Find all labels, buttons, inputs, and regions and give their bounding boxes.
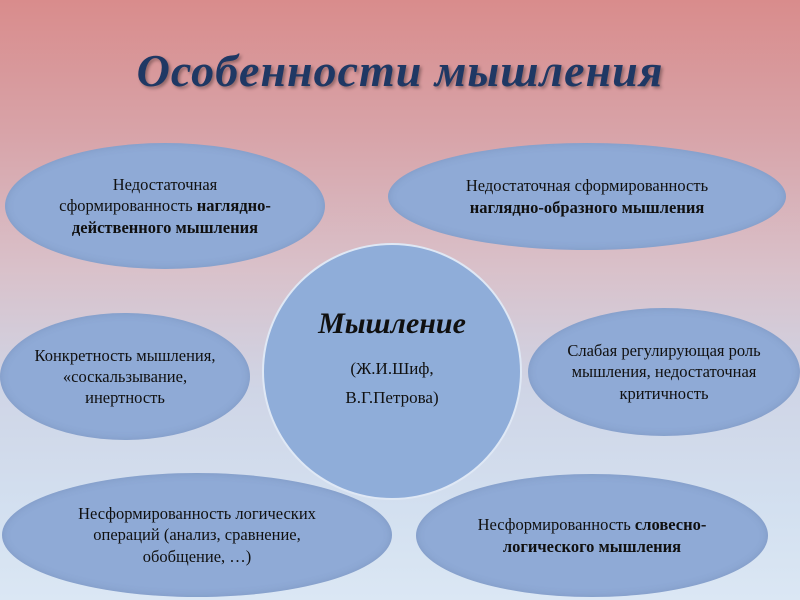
feature-oval-weak-regulation — [528, 308, 800, 436]
oval-text-line: наглядно-образного мышления — [469, 197, 705, 217]
oval-text-line: мышления, недостаточная — [571, 362, 757, 382]
oval-text-line: Недостаточная сформированность — [465, 176, 709, 196]
oval-text-line: Недостаточная — [112, 175, 218, 195]
oval-text-bold: наглядно- — [196, 196, 271, 216]
feature-oval-visual-action-thinking — [5, 143, 325, 269]
feature-oval-logical-operations — [2, 473, 392, 597]
oval-text-line: действенного мышления — [71, 217, 259, 237]
central-circle-thinking — [262, 243, 522, 500]
oval-text-line — [59, 195, 271, 216]
feature-oval-verbal-logical-thinking — [416, 474, 768, 597]
central-author-line: В.Г.Петрова) — [345, 387, 439, 407]
central-heading: Мышление — [318, 307, 466, 341]
central-author-line: (Ж.И.Шиф, — [350, 359, 434, 379]
oval-text-line: операций (анализ, сравнение, — [93, 525, 301, 545]
oval-text-line: критичность — [619, 383, 709, 403]
oval-text-line: Слабая регулирующая роль — [567, 341, 761, 361]
oval-text-line: логического мышления — [502, 536, 682, 556]
oval-text-plain: Несформированность — [477, 515, 635, 535]
oval-text-bold: словесно- — [634, 515, 707, 535]
oval-text-line: Конкретность мышления, — [34, 345, 216, 365]
oval-text-line: инертность — [85, 388, 165, 408]
oval-text-plain: сформированность — [59, 196, 197, 216]
oval-text-line: Несформированность логических — [78, 504, 316, 524]
page-title: Особенности мышления — [136, 45, 664, 96]
oval-text-line: «соскальзывание, — [62, 366, 188, 386]
feature-oval-visual-figurative-thinking — [388, 143, 786, 250]
oval-text-line: обобщение, …) — [142, 546, 252, 566]
oval-text-line — [478, 514, 707, 535]
feature-oval-concreteness — [0, 313, 250, 440]
